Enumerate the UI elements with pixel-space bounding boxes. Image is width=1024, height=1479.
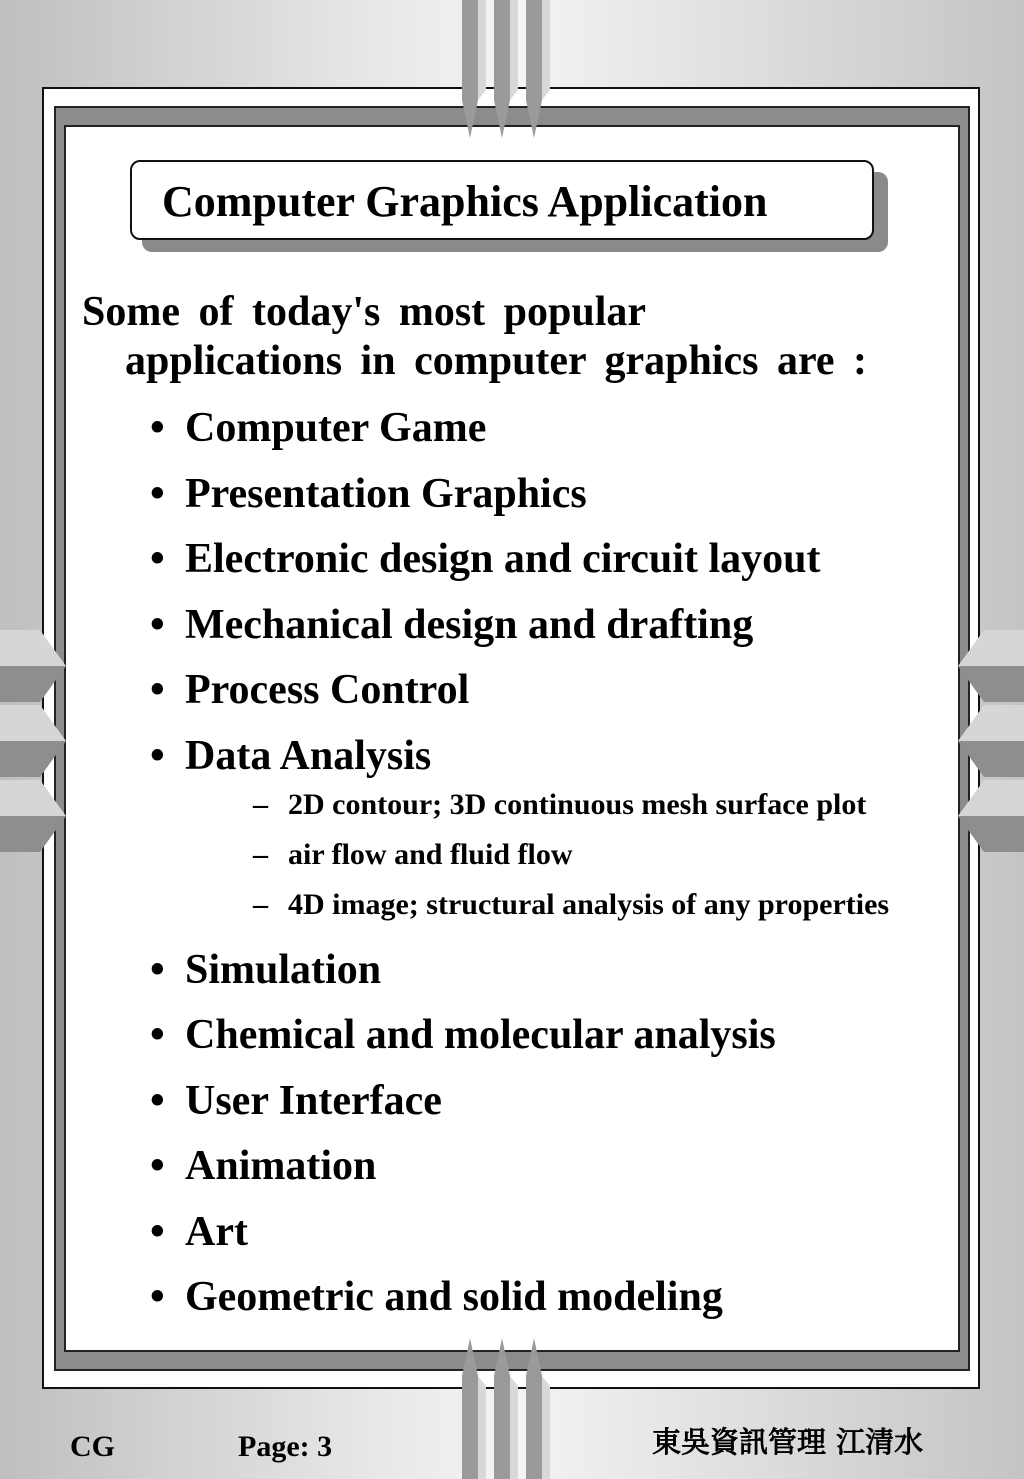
footer-course-code: CG bbox=[70, 1430, 115, 1463]
list-item-label: Geometric and solid modeling bbox=[185, 1274, 723, 1320]
intro-line-2: applications in computer graphics are : bbox=[125, 338, 867, 384]
sub-list-item bbox=[185, 784, 889, 834]
bullet-icon: • bbox=[150, 1012, 165, 1058]
list-item-label: Process Control bbox=[185, 667, 470, 713]
list-item-label: Data Analysis bbox=[185, 732, 432, 779]
list-item bbox=[150, 597, 889, 663]
list-item-label: Simulation bbox=[185, 946, 382, 993]
list-item-label: Mechanical design and drafting bbox=[185, 601, 754, 648]
list-item bbox=[150, 1007, 889, 1073]
top-bars-overlay bbox=[460, 80, 564, 140]
sub-list-item-label: 2D contour; 3D continuous mesh surface plot bbox=[288, 787, 867, 821]
dash-icon: – bbox=[253, 837, 268, 871]
sub-list-item-label: 4D image; structural analysis of any properties bbox=[288, 887, 890, 921]
list-item-label: Computer Game bbox=[185, 405, 487, 451]
bullet-icon: • bbox=[150, 946, 165, 993]
bullet-icon: • bbox=[150, 1143, 165, 1189]
list-item-label: User Interface bbox=[185, 1077, 442, 1124]
bullet-icon: • bbox=[150, 470, 165, 517]
list-item-label: Presentation Graphics bbox=[185, 470, 587, 517]
bottom-bars-decoration bbox=[460, 1336, 564, 1479]
list-item bbox=[150, 1073, 889, 1139]
intro-paragraph bbox=[82, 288, 962, 386]
bullet-icon: • bbox=[150, 667, 165, 713]
sub-list-item bbox=[185, 884, 889, 934]
list-item bbox=[150, 942, 889, 1008]
bullet-icon: • bbox=[150, 536, 165, 582]
list-item bbox=[150, 1269, 889, 1335]
data-analysis-sublist bbox=[185, 784, 889, 942]
bullet-icon: • bbox=[150, 1077, 165, 1124]
slide-title: Computer Graphics Application bbox=[162, 177, 768, 226]
list-item bbox=[150, 466, 889, 532]
bullet-icon: • bbox=[150, 601, 165, 648]
bullet-icon: • bbox=[150, 1274, 165, 1320]
sub-list-item-label: air flow and fluid flow bbox=[288, 837, 573, 871]
list-item-label: Art bbox=[185, 1208, 248, 1255]
right-bars-decoration bbox=[954, 630, 1024, 852]
bullet-icon: • bbox=[150, 732, 165, 779]
bullet-icon: • bbox=[150, 405, 165, 451]
dash-icon: – bbox=[253, 887, 268, 921]
list-item-label: Electronic design and circuit layout bbox=[185, 536, 821, 582]
list-item bbox=[150, 531, 889, 597]
sub-list-item bbox=[185, 834, 889, 884]
list-item bbox=[150, 1204, 889, 1270]
dash-icon: – bbox=[253, 787, 268, 821]
intro-line-1: Some of today's most popular bbox=[82, 289, 647, 335]
list-item-data-analysis bbox=[150, 728, 889, 942]
footer-page-number: Page: 3 bbox=[238, 1430, 333, 1463]
applications-list bbox=[150, 400, 889, 1335]
left-bars-decoration bbox=[0, 630, 70, 852]
footer-author: 東吳資訊管理 江清水 bbox=[652, 1425, 924, 1459]
list-item bbox=[150, 1138, 889, 1204]
list-item-label: Chemical and molecular analysis bbox=[185, 1012, 776, 1058]
list-item-label: Animation bbox=[185, 1143, 377, 1189]
bullet-icon: • bbox=[150, 1208, 165, 1255]
list-item bbox=[150, 662, 889, 728]
list-item bbox=[150, 400, 889, 466]
